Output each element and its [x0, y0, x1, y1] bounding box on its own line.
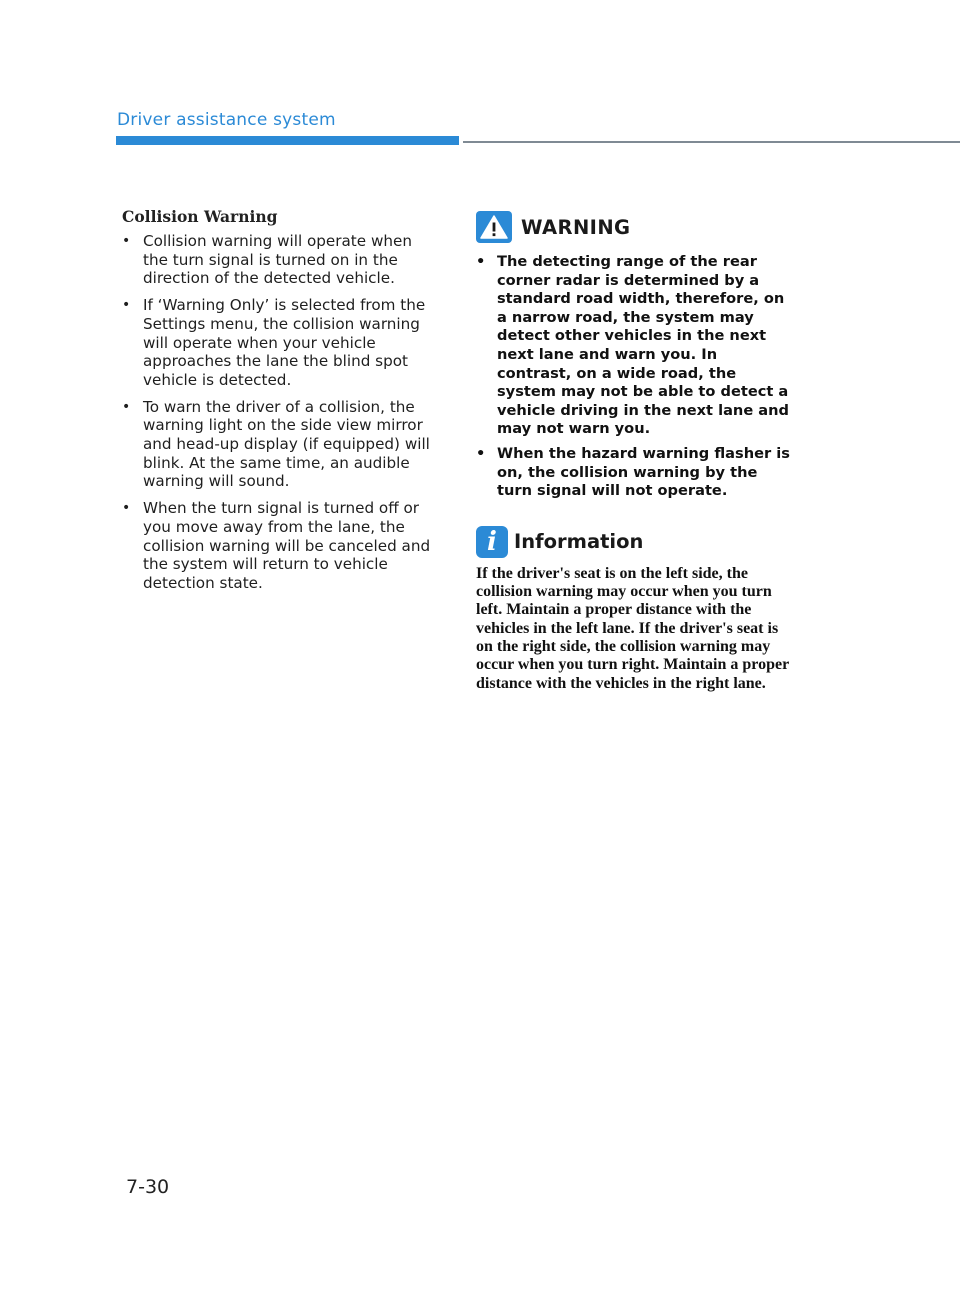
warning-triangle-icon — [476, 211, 512, 243]
list-item: • If ‘Warning Only’ is selected from the Settings menu, the collision warning will operate when your vehicle approaches the lane the blind spot vehicle is detected. — [122, 296, 426, 389]
bullet-icon: • — [122, 398, 131, 415]
warning-header — [476, 211, 792, 243]
bullet-icon: • — [476, 444, 486, 462]
page-number: 7-30 — [126, 1176, 170, 1198]
bullet-icon: • — [122, 233, 131, 249]
information-header — [476, 525, 792, 559]
list-item: • The detecting range of the rear corner radar is determined by a standard road width, therefore, on a narrow road, the system may detect other vehicles in the next next lane and warn you. In contrast, on a wide road, the system may not be able to detect a vehicle driving in the next lane and may not warn you. — [476, 253, 789, 438]
left-column — [122, 207, 440, 601]
bullet-icon: • — [122, 297, 131, 314]
section-header-title: Driver assistance system — [117, 110, 336, 130]
collision-warning-heading: Collision Warning — [122, 207, 278, 226]
right-column — [476, 207, 792, 693]
list-item: • To warn the driver of a collision, the warning light on the side view mirror and head-up display (if equipped) will blink. At the same time, an audible warning will sound. — [122, 397, 430, 491]
list-item: • When the hazard warning flasher is on, the collision warning by the turn signal will not operate. — [476, 444, 790, 500]
information-body: If the driver's seat is on the left side, the collision warning may occur when you turn left. Maintain a proper distance with the vehicles in the left lane. If the driver's seat is on the right side, the collision warning may occur when you turn right. Maintain a proper distance with the vehicles in the right lane. — [476, 564, 789, 692]
header-accent-rule — [116, 136, 459, 145]
information-title: Information — [514, 530, 644, 554]
header-divider-rule — [463, 141, 960, 143]
list-item: • Collision warning will operate when the turn signal is turned on in the direction of the detected vehicle. — [122, 232, 412, 288]
collision-warning-list — [122, 232, 440, 593]
bullet-icon: • — [122, 500, 131, 517]
warning-title: WARNING — [521, 215, 631, 239]
warning-list — [476, 253, 792, 501]
list-item: • When the turn signal is turned off or you move away from the lane, the collision warning will be canceled and the system will return to vehicle detection state. — [122, 499, 431, 592]
info-icon: i — [476, 526, 508, 558]
bullet-icon: • — [476, 253, 486, 270]
